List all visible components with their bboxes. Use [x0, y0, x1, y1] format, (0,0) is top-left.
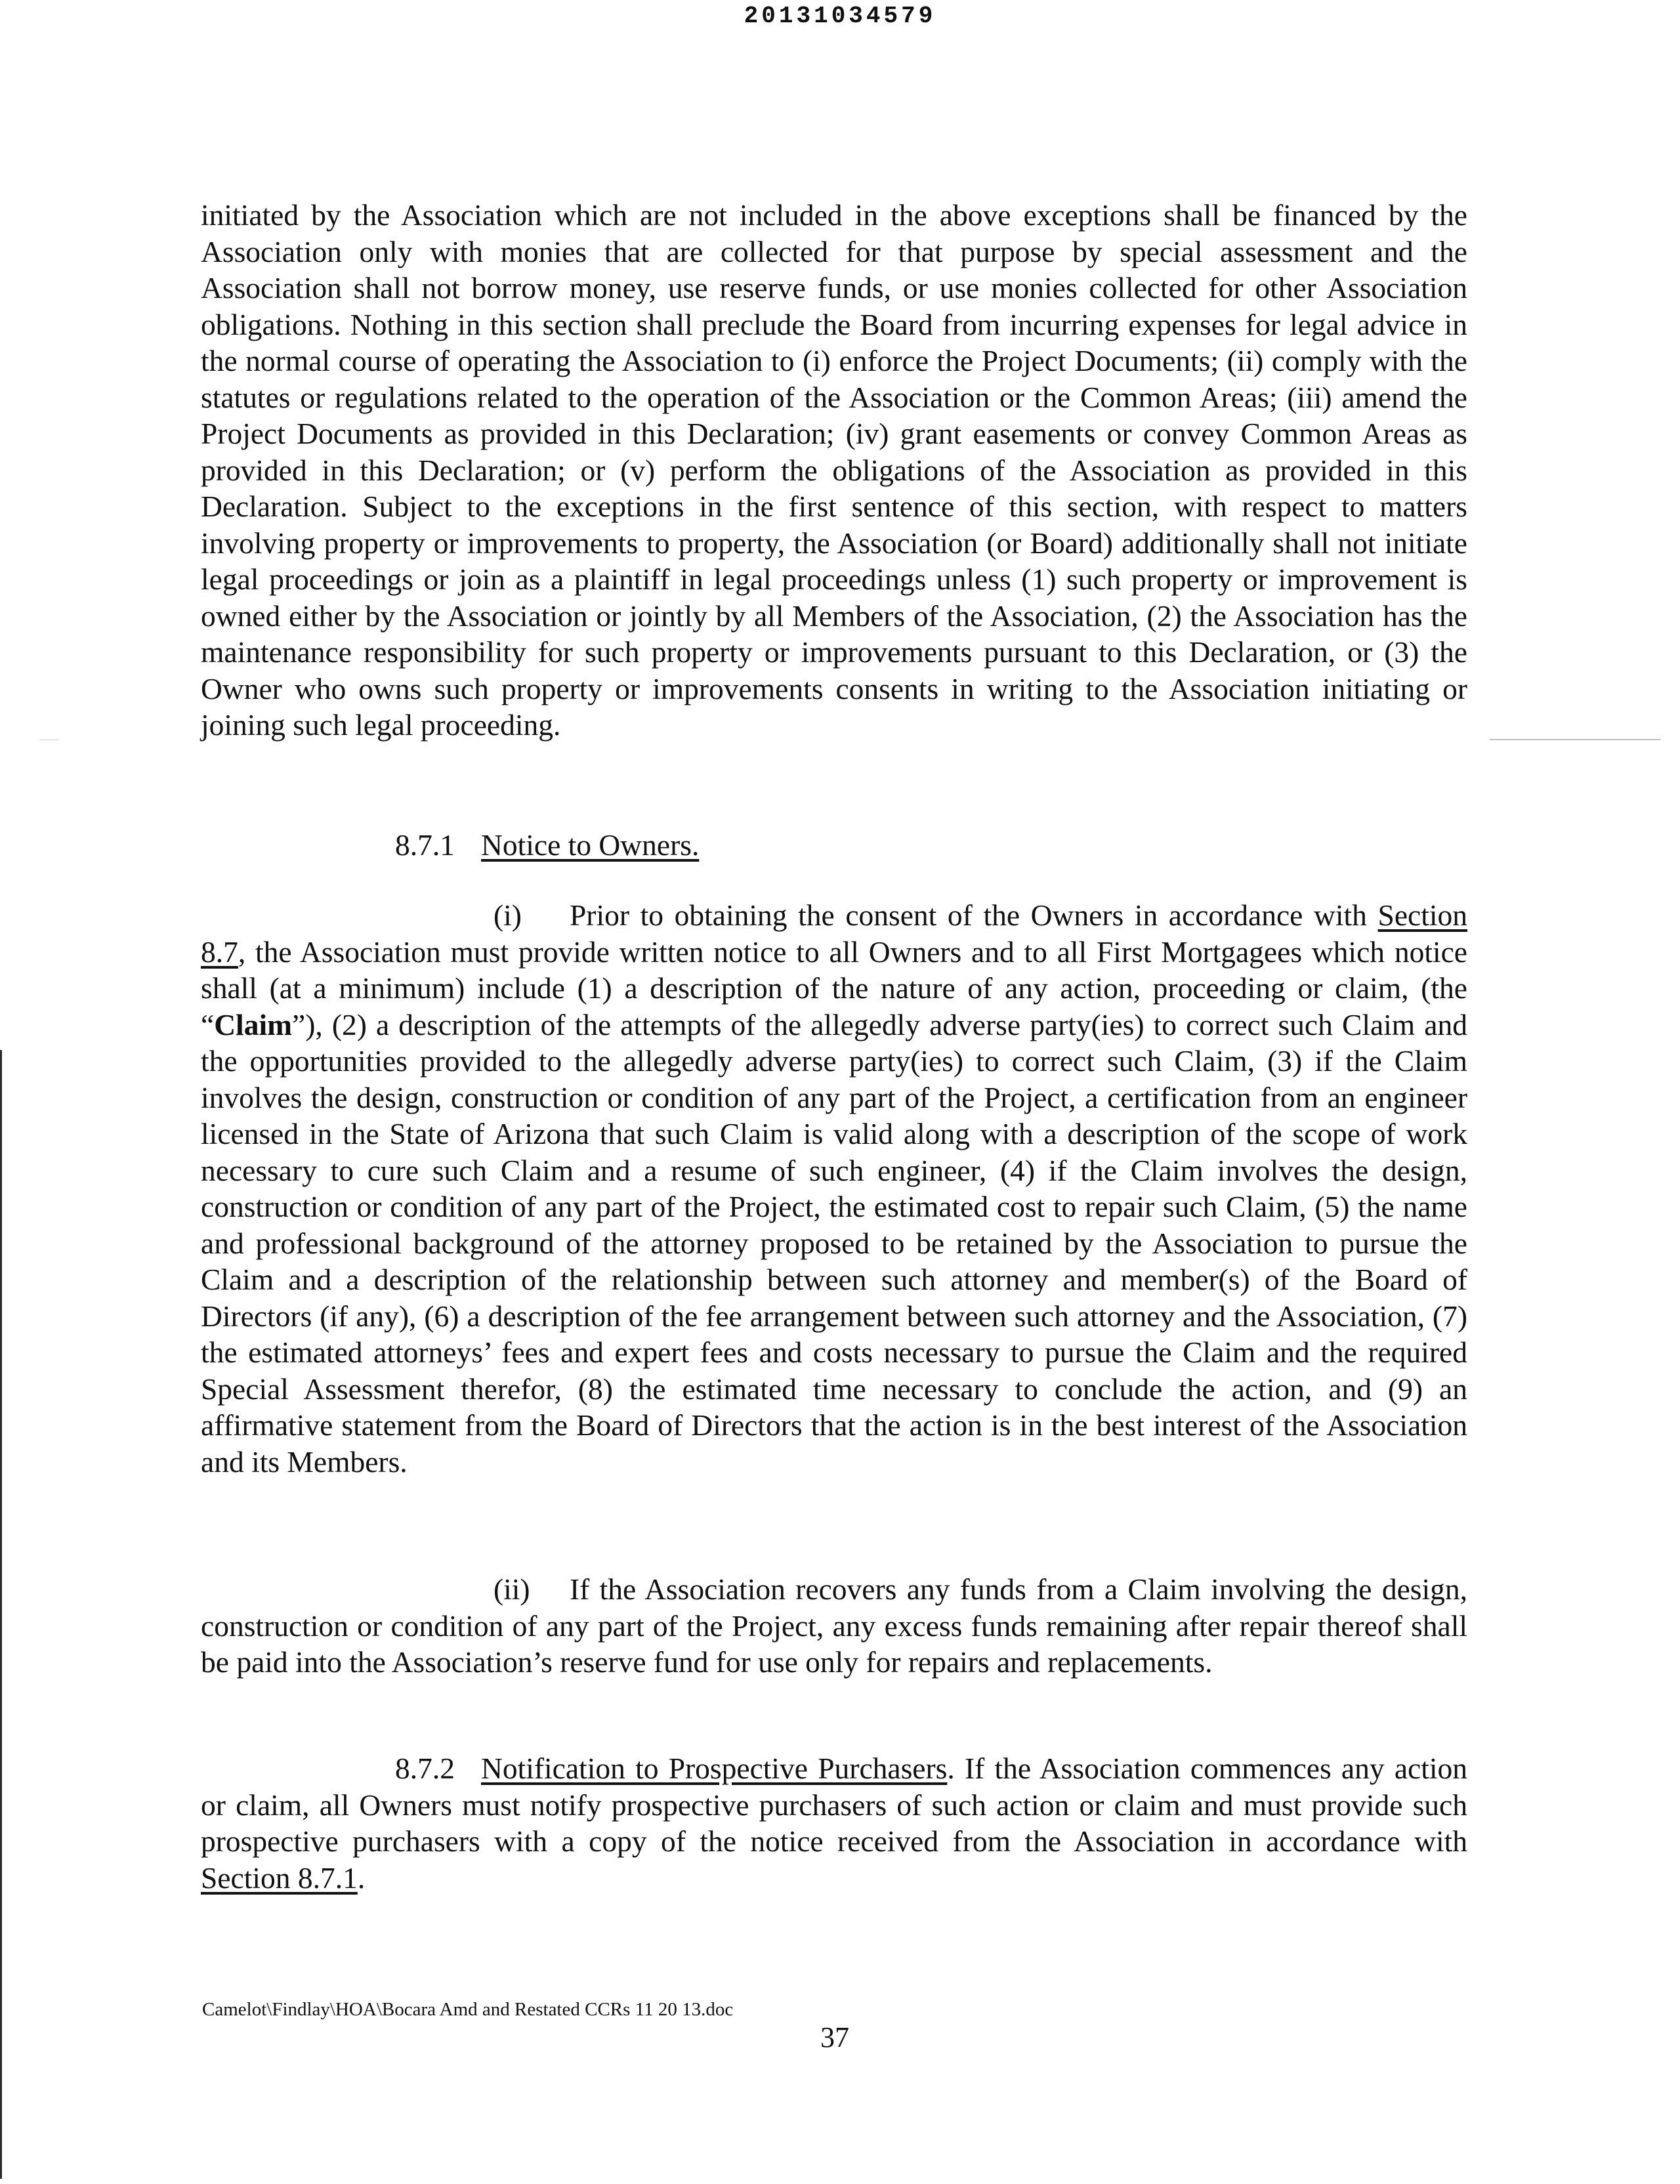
item-i-label: (i) — [494, 898, 522, 932]
item-ii-label: (ii) — [494, 1572, 530, 1606]
section-8-7-1-heading — [201, 827, 1467, 864]
claim-defined-term: Claim — [214, 1007, 292, 1041]
scan-left-edge — [0, 1050, 2, 2179]
section-8-7-2-end: . — [357, 1860, 366, 1895]
item-i-lead: Prior to obtaining the consent of the Owners in accordance with — [570, 898, 1367, 932]
footer-file-path: Camelot\Findlay\HOA\Bocara Amd and Restated CCRs 11 20 13.doc — [202, 1999, 734, 2020]
item-ii-text: If the Association recovers any funds from a Claim involving the design, construction or condition of any part of the Project, any excess funds remaining after repair thereof shall be paid into the Association’s reserve fund for use only for repairs and replacements. — [201, 1572, 1467, 1679]
scan-dotted-mark — [1490, 739, 1660, 740]
section-8-7-2-paragraph — [201, 1750, 1467, 1896]
section-8-7-1-number: 8.7.1 — [395, 828, 455, 862]
item-i-paragraph — [201, 897, 1467, 1480]
section-8-7-2-text: . If the Association commences any action or claim, all Owners must notify prospective purchasers of such action or claim and must provide such prospective purchasers with a copy of the notice received from the Association in accordance with — [201, 1752, 1468, 1858]
item-i-text-a: , the Association must provide written notice to all Owners and to all First Mortgagees which notice shall (at a minimum) include (1) a description of the nature of any action, proceeding or claim, (the “ — [201, 934, 1467, 1041]
section-8-7-1-reference: Section 8.7.1 — [201, 1860, 358, 1895]
page-number: 37 — [820, 2021, 849, 2053]
section-8-7-reference: Section 8.7 — [201, 898, 1468, 969]
section-8-7-2-title: Notification to Prospective Purchasers — [481, 1752, 948, 1785]
section-8-7-2-number: 8.7.2 — [395, 1752, 455, 1785]
item-i-text-b: ”), (2) a description of the attempts of the allegedly adverse party(ies) to correct such Claim and the opportunities provided to the allegedly adverse party(ies) to correct such Claim, (3) if the Claim involves the design, construction or condition of any part of the Project, a certification from an engineer licensed in the State of Arizona that such Claim is valid along with a description of the scope of work necessary to cure such Claim and a resume of such engineer, (4) if the Claim involves the design, construction or condition of any part of the Project, the estimated cost to repair such Claim, (5) the name and professional background of the attorney proposed to be retained by the Association to pursue the Claim and a description of the relationship between such attorney and member(s) of the Board of Directors (if any), (6) a description of the fee arrangement between such attorney and the Association, (7) the estimated attorneys’ fees and expert fees and costs necessary to pursue the Claim and the required Special Assessment therefor, (8) the estimated time necessary to conclude the action, and (9) an affirmative statement from the Board of Directors that the action is in the best interest of the Association and its Members. — [201, 1007, 1467, 1479]
section-8-7-1-title: Notice to Owners. — [481, 828, 700, 862]
recording-number: 20131034579 — [744, 3, 936, 30]
item-ii-paragraph — [201, 1571, 1467, 1681]
paragraph-continuation: initiated by the Association which are not included in the above exceptions shall be financed by the Association only with monies that are collected for that purpose by special assessment and the Association shall not borrow money, use reserve funds, or use monies collected for other Association obligations. Nothing in this section shall preclude the Board from incurring expenses for legal advice in the normal course of operating the Association to (i) enforce the Project Documents; (ii) comply with the statutes or regulations related to the operation of the Association or the Common Areas; (iii) amend the Project Documents as provided in this Declaration; (iv) grant easements or convey Common Areas as provided in this Declaration; or (v) perform the obligations of the Association as provided in this Declaration. Subject to the exceptions in the first sentence of this section, with respect to matters involving property or improvements to property, the Association (or Board) additionally shall not initiate legal proceedings or join as a plaintiff in legal proceedings unless (1) such property or improvement is owned either by the Association or jointly by all Members of the Association, (2) the Association has the maintenance responsibility for such property or improvements pursuant to this Declaration, or (3) the Owner who owns such property or improvements consents in writing to the Association initiating or joining such legal proceeding. — [201, 198, 1467, 742]
